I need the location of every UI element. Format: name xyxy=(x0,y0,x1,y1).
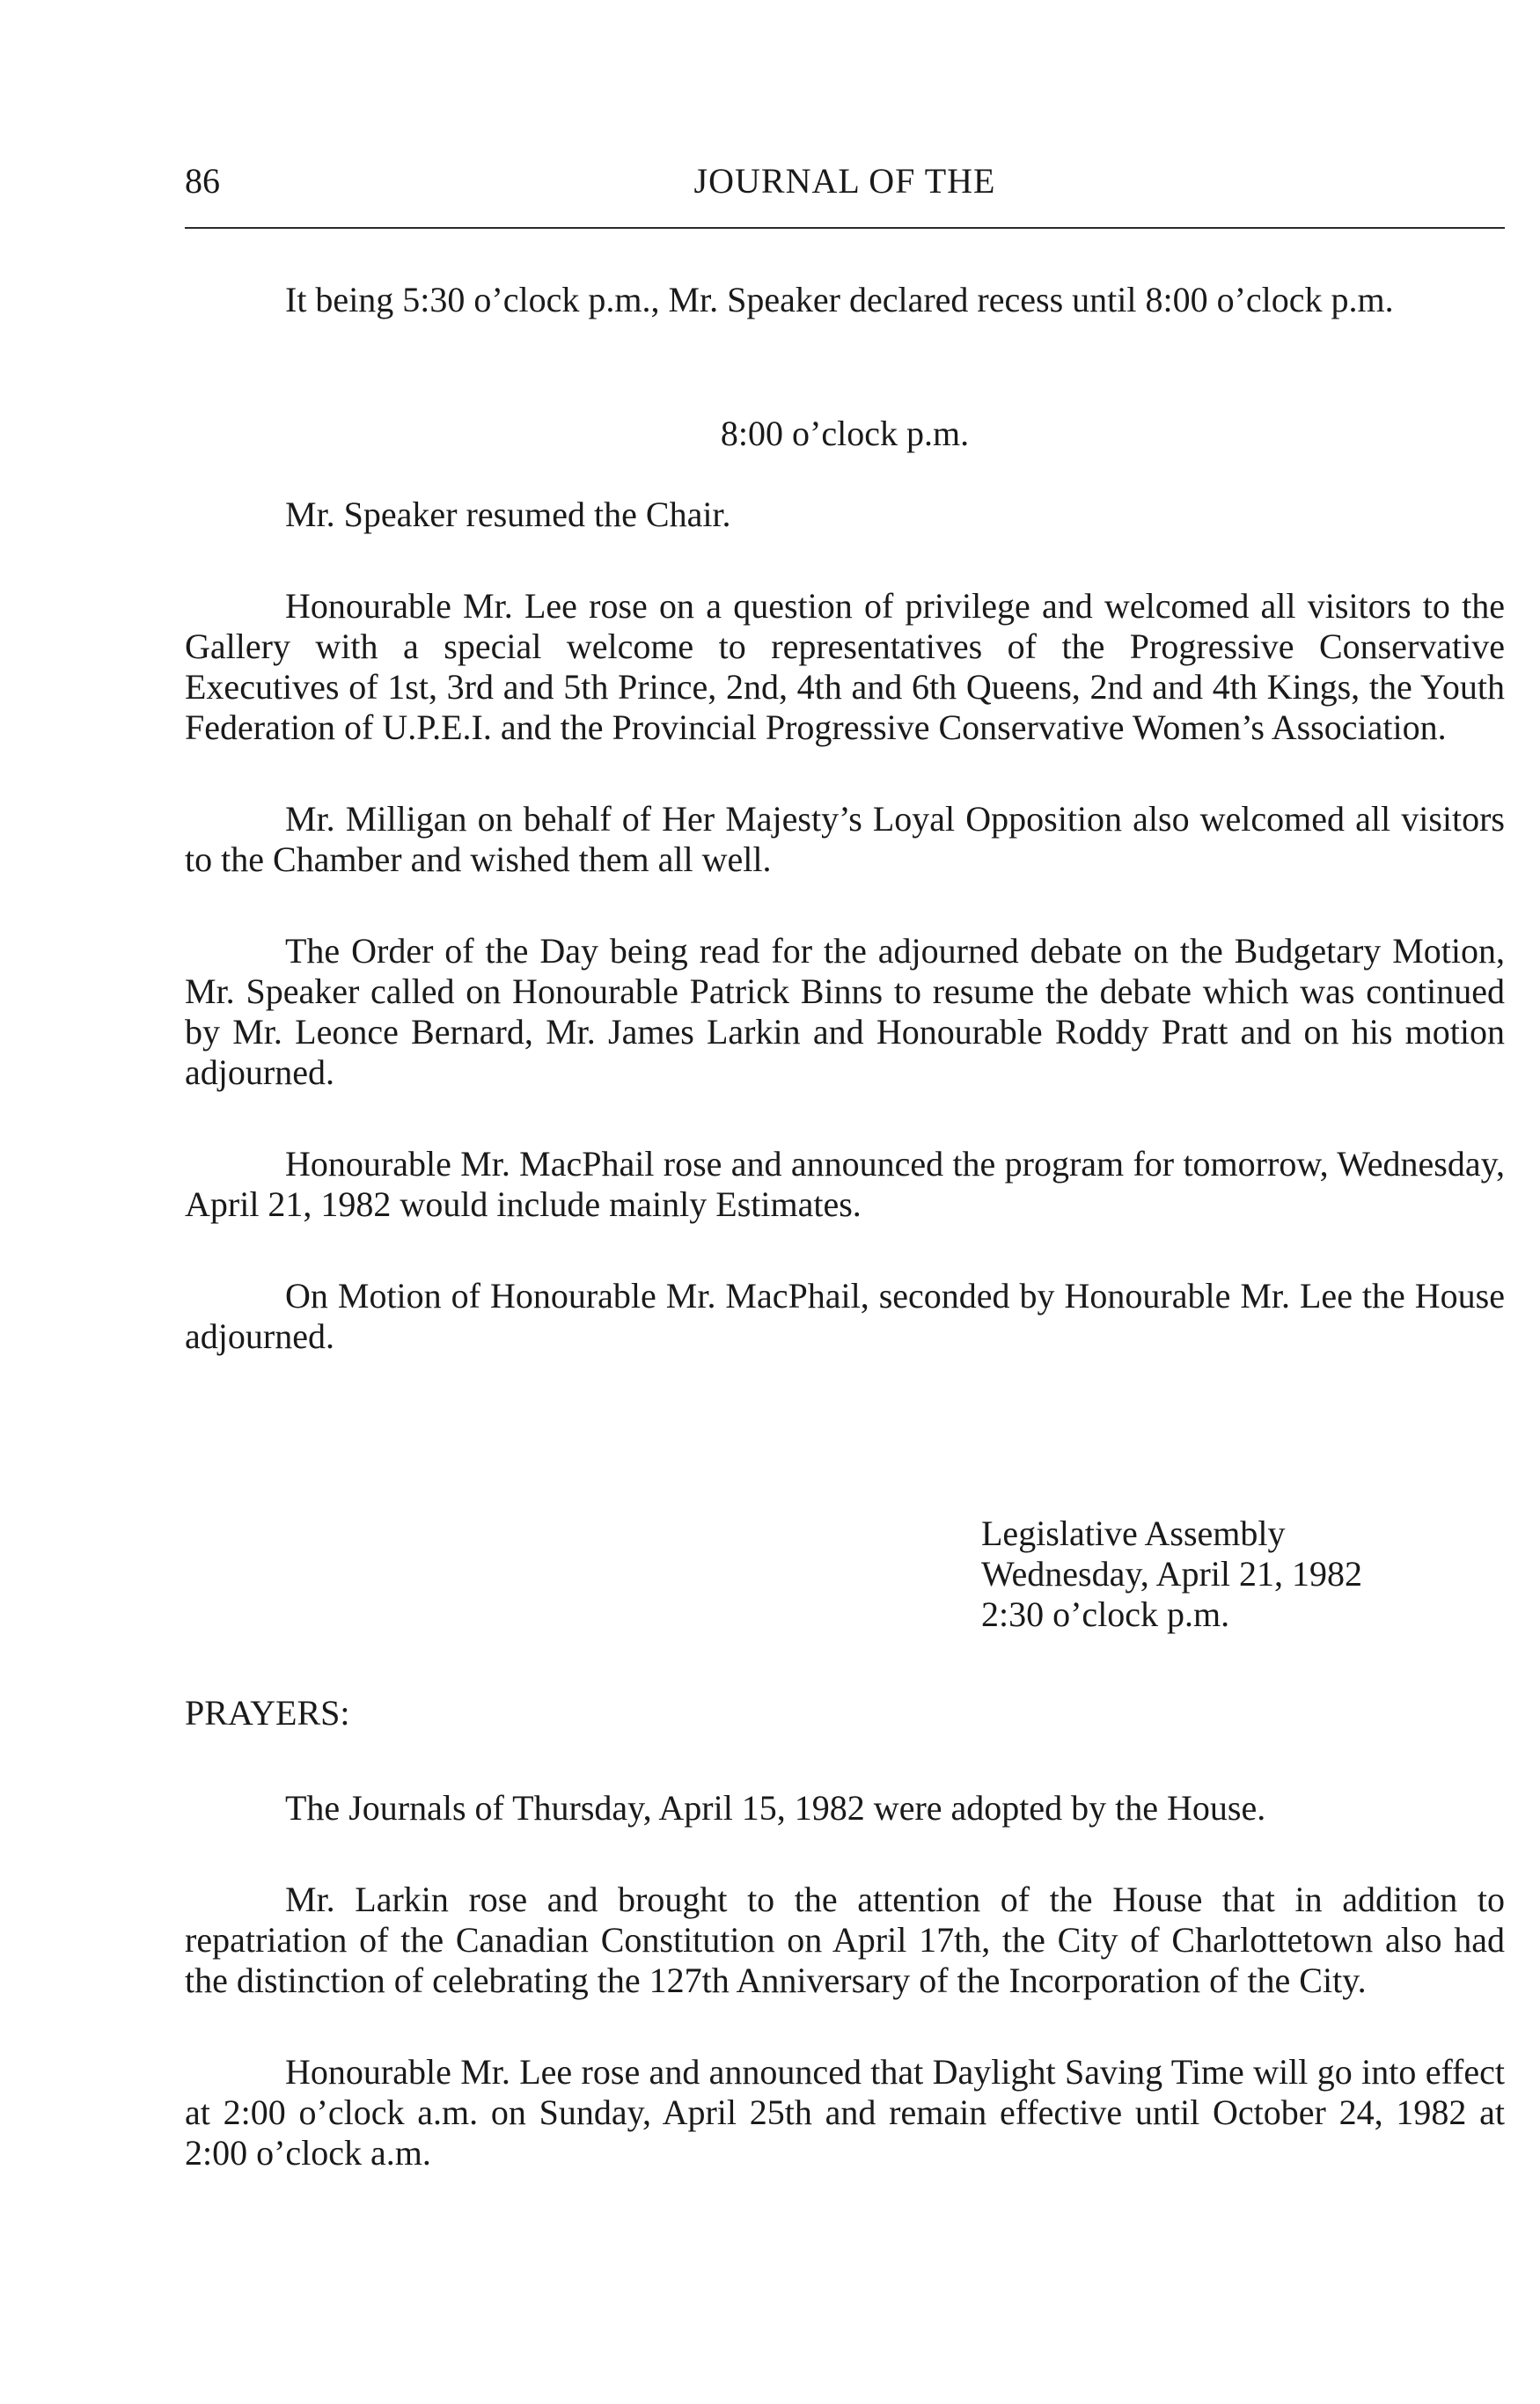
sitting-heading xyxy=(981,1513,1505,1635)
resumed-paragraph: Mr. Speaker resumed the Chair. xyxy=(285,495,731,534)
milligan-paragraph: Mr. Milligan on behalf of Her Majesty’s Loyal Opposition also welcomed all visitors to the Chamber and wished them all well. xyxy=(185,799,1505,879)
journal-body xyxy=(185,280,1505,2173)
sitting-assembly: Legislative Assembly xyxy=(981,1513,1286,1553)
larkin-paragraph: Mr. Larkin rose and brought to the attention of the House that in addition to repatriation of the Canadian Constitution on April 17th, the City of Charlottetown also had the distinction of celebrating the 127th Anniversary of the Incorporation of the City. xyxy=(185,1880,1505,2000)
recess-paragraph: It being 5:30 o’clock p.m., Mr. Speaker declared recess until 8:00 o’clock p.m. xyxy=(285,280,1394,319)
privilege-paragraph: Honourable Mr. Lee rose on a question of privilege and welcomed all visitors to the Gallery with a special welcome to representatives of the Progressive Conservative Executives of 1st, 3rd and 5th Prince, 2nd, 4th and 6th Queens, 2nd and 4th Kings, the Youth Federation of U.P.E.I. and the Provincial Progressive Conservative Women’s Association. xyxy=(185,586,1505,747)
evening-time-heading: 8:00 o’clock p.m. xyxy=(720,414,970,453)
sitting-date: Wednesday, April 21, 1982 xyxy=(981,1554,1363,1594)
prayers-heading: PRAYERS: xyxy=(185,1693,350,1733)
header-rule xyxy=(185,227,1505,229)
program-paragraph: Honourable Mr. MacPhail rose and announced the program for tomorrow, Wednesday, April 21, 1982 would include mainly Estimates. xyxy=(185,1144,1505,1224)
sitting-time: 2:30 o’clock p.m. xyxy=(981,1594,1230,1634)
adjourned-paragraph: On Motion of Honourable Mr. MacPhail, seconded by Honourable Mr. Lee the House adjourned. xyxy=(185,1276,1505,1356)
page-number: 86 xyxy=(185,161,220,201)
daylight-paragraph: Honourable Mr. Lee rose and announced that Daylight Saving Time will go into effect at 2:00 o’clock a.m. on Sunday, April 25th and remain effective until October 24, 1982 at 2:00 o’clock a.m. xyxy=(185,2052,1505,2173)
running-head: JOURNAL OF THE xyxy=(693,161,996,201)
journals-paragraph: The Journals of Thursday, April 15, 1982 were adopted by the House. xyxy=(285,1788,1266,1828)
order-of-day-paragraph: The Order of the Day being read for the adjourned debate on the Budgetary Motion, Mr. Speaker called on Honourable Patrick Binns to resume the debate which was continued by Mr. Leonce Bernard, Mr. James Larkin and Honourable Roddy Pratt and on his motion adjourned. xyxy=(185,931,1505,1092)
page-header xyxy=(185,160,1505,213)
